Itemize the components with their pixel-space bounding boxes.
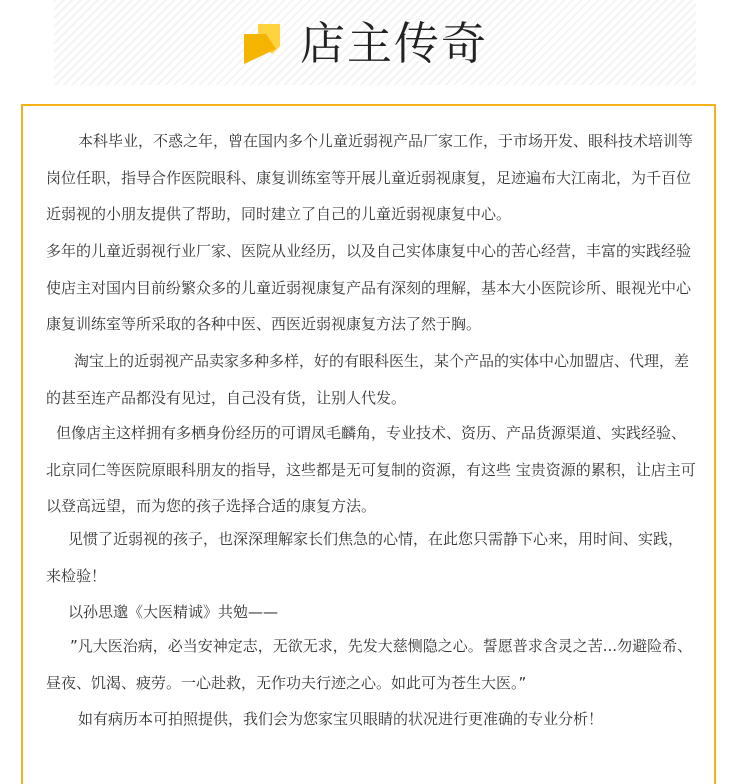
paragraph-quote: ”凡大医治病，必当安神定志，无欲无求，先发大慈恻隐之心。誓愿普求含灵之苦...勿避险希、昼夜、饥渴、疲劳。一心赴救，无作功夫行迹之心。如此可为苍生大医。” bbox=[46, 637, 693, 692]
paragraph-quote-intro: 以孙思邈《大医精诚》共勉—— bbox=[68, 603, 279, 621]
tag-arrow-icon bbox=[244, 24, 280, 64]
paragraph-experience: 多年的儿童近弱视行业厂家、医院从业经历，以及自己实体康复中心的苦心经营，丰富的实践经验使店主对国内目前纷繁众多的儿童近弱视康复产品有深刻的理解，基本大小医院诊所、眼视光中心康复训练室等所采取的各种中医、西医近弱视康复方法了然于胸。 bbox=[46, 242, 692, 334]
paragraph-closing: 如有病历本可拍照提供，我们会为您家宝贝眼睛的状况进行更准确的专业分析！ bbox=[78, 710, 604, 728]
paragraph-qualification: 但像店主这样拥有多栖身份经历的可谓凤毛麟角，专业技术、资历、产品货源渠道、实践经验、北京同仁等医院原眼科朋友的指导，这些都是无可复制的资源，有这些 宝贵资源的累积，让店主可以登高远望，而为您的孩子选择合适的康复方法。 bbox=[46, 424, 696, 516]
paragraph-intro: 本科毕业，不惑之年，曾在国内多个儿童近弱视产品厂家工作，于市场开发、眼科技术培训等岗位任职，指导合作医院眼科、康复训练室等开展儿童近弱视康复，足迹遍布大江南北，为千百位近弱视的小朋友提供了帮助，同时建立了自己的儿童近弱视康复中心。 bbox=[46, 132, 694, 224]
paragraph-taobao: 淘宝上的近弱视产品卖家多种多样，好的有眼科医生，某个产品的实体中心加盟店、代理，差的甚至连产品都没有见过，自己没有货，让别人代发。 bbox=[46, 352, 690, 407]
paragraph-understanding: 见惯了近弱视的孩子，也深深理解家长们焦急的心情，在此您只需静下心来，用时间、实践，来检验！ bbox=[46, 530, 684, 585]
header-banner bbox=[54, 0, 696, 85]
page-title: 店主传奇 bbox=[300, 17, 489, 70]
